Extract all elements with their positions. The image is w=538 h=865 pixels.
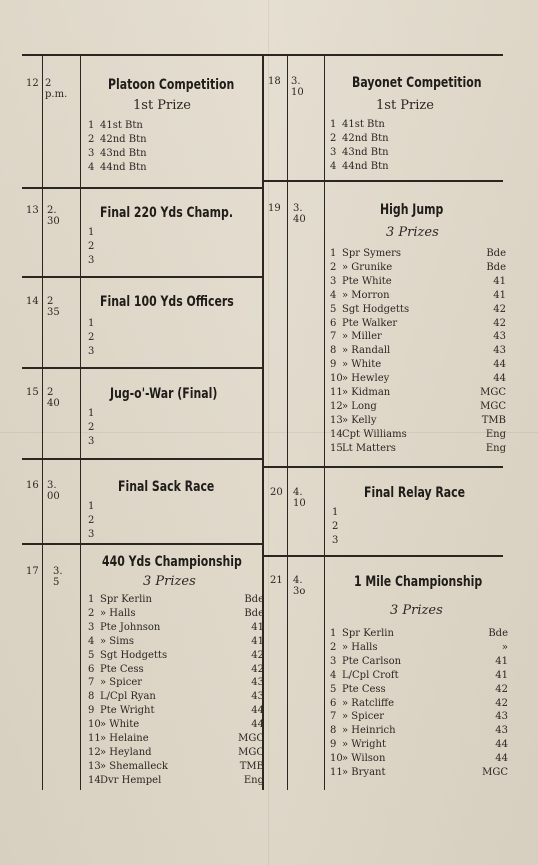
left-sep [22,187,262,189]
event-number: 18 [268,76,281,87]
places-list [332,506,502,548]
place-row: 3 [88,435,95,447]
place-row: 1 Spr Symers Bde [330,248,506,259]
place-row: 2 42nd Btn [88,133,147,145]
place-row: 2 [88,240,95,252]
place-row: 2 [332,520,339,532]
place-row: 12 » Long MGC [330,400,506,412]
left-sep [22,458,262,460]
place-row: 8 L/Cpl Ryan 43 [88,691,264,703]
place-row: 5 Sgt Hodgetts 42 [330,303,506,315]
place-row: 6 » Ratcliffe 42 [330,697,508,709]
place-row: 7 » Spicer 43 [330,711,508,723]
prize-label: 1st Prize [376,98,434,113]
place-row: 12 » Heyland MGC [88,746,264,758]
event-number: 20 [270,487,283,498]
event-title: 1 Mile Championship [354,574,483,590]
place-row: 7 » Spicer 43 [88,677,264,689]
place-row: 3 Pte White 41 [330,275,506,287]
place-row: 9 Pte Wright 44 [88,705,264,717]
event-title: High Jump [380,202,444,218]
place-row: 1 41st Btn [88,120,143,131]
right-sep [263,466,503,468]
place-row: 3 Pte Johnson 41 [88,621,264,633]
place-row: 1 [88,227,95,238]
place-row: 13 » Kelly TMB [330,414,506,426]
place-row: 8 » Heinrich 43 [330,725,508,737]
event-time: 3. 10 [291,76,304,98]
event-time: 3. 5 [53,566,63,588]
place-row: 11 » Bryant MGC [330,767,508,779]
place-row: 1 Spr Kerlin Bde [88,594,264,605]
place-row: 7 » Miller 43 [330,331,506,343]
place-row: 1 [88,408,95,419]
event-time: 2 40 [47,387,60,409]
places-list [88,500,258,542]
place-row: 5 Pte Cess 42 [330,683,508,695]
place-row: 3 [88,254,95,266]
event-number: 13 [26,205,39,216]
right-time-rule [324,56,325,790]
places-list [330,247,506,456]
event-time: 4. 10 [293,487,306,509]
left-time-rule [80,56,81,790]
event-number: 19 [268,203,281,214]
prizes-label: 3 Prizes [143,574,196,589]
place-row: 10 » Wilson 44 [330,753,508,765]
prizes-label: 3 Prizes [390,603,443,618]
place-row: 14 Cpt Williams Eng [330,428,506,440]
place-row: 15 Lt Matters Eng [330,442,506,454]
place-row: 1 [88,318,95,329]
event-time: 2 35 [47,296,60,318]
place-row: 2 [88,514,95,526]
place-row: 4 L/Cpl Croft 41 [330,669,508,681]
place-row: 4 » Morron 41 [330,289,506,301]
place-row: 2 » Halls Bde [88,607,264,619]
places-list [330,627,508,780]
place-row: 6 Pte Walker 42 [330,317,506,329]
prizes-label: 3 Prizes [386,225,439,240]
place-row: 4 » Sims 41 [88,635,264,647]
place-row: 9 » Wright 44 [330,739,508,751]
event-number: 17 [26,566,39,577]
right-sep [263,555,503,557]
event-time: 4. 3o [293,575,306,597]
places-list [88,226,258,268]
places-list [88,593,264,788]
place-row: 13 » Shemalleck TMB [88,760,264,772]
prize-label: 1st Prize [133,98,191,113]
right-sep [263,180,503,182]
event-number: 12 [26,78,39,89]
place-row: 1 [88,501,95,512]
places-list [88,407,258,449]
place-row: 1 Spr Kerlin Bde [330,628,508,639]
event-title: Jug-o'-War (Final) [110,386,218,402]
place-row: 2 » Grunike Bde [330,261,506,273]
left-sep [22,543,262,545]
event-title: Bayonet Competition [352,75,482,91]
right-num-rule [287,56,288,790]
place-row: 14 Dvr Hempel Eng [88,774,264,786]
event-number: 16 [26,480,39,491]
place-row: 2 [88,421,95,433]
place-row: 1 [332,507,339,518]
place-row: 4 44nd Btn [330,160,389,172]
place-row: 10 » Hewley 44 [330,373,506,385]
places-list [88,119,258,175]
event-title: Final 220 Yds Champ. [100,205,234,221]
place-row: 3 Pte Carlson 41 [330,655,508,667]
event-title: Final Relay Race [364,485,466,501]
place-row: 11 » Helaine MGC [88,733,264,745]
event-title: Final Sack Race [118,479,215,495]
places-list [88,317,258,359]
event-number: 14 [26,296,39,307]
place-row: 3 43nd Btn [330,146,389,158]
left-num-rule [42,56,43,790]
place-row: 1 41st Btn [330,119,385,130]
event-number: 15 [26,387,39,398]
event-title: 440 Yds Championship [102,554,242,570]
event-time: 3. 00 [47,480,60,502]
place-row: 2 [88,331,95,343]
place-row: 10 » White 44 [88,719,264,731]
place-row: 2 42nd Btn [330,132,389,144]
left-sep [22,276,262,278]
event-time: 2 p.m. [45,78,68,100]
place-row: 3 [332,534,339,546]
place-row: 11 » Kidman MGC [330,387,506,399]
place-row: 3 [88,345,95,357]
left-sep [22,367,262,369]
event-time: 2. 30 [47,205,60,227]
event-number: 21 [270,575,283,586]
event-title: Final 100 Yds Officers [100,294,234,310]
event-time: 3. 40 [293,203,306,225]
place-row: 9 » White 44 [330,359,506,371]
place-row: 4 44nd Btn [88,161,147,173]
place-row: 8 » Randall 43 [330,345,506,357]
places-list [330,118,500,174]
place-row: 3 43nd Btn [88,147,147,159]
place-row: 2 » Halls » [330,641,508,653]
place-row: 5 Sgt Hodgetts 42 [88,649,264,661]
event-title: Platoon Competition [108,77,235,93]
place-row: 3 [88,528,95,540]
place-row: 6 Pte Cess 42 [88,663,264,675]
